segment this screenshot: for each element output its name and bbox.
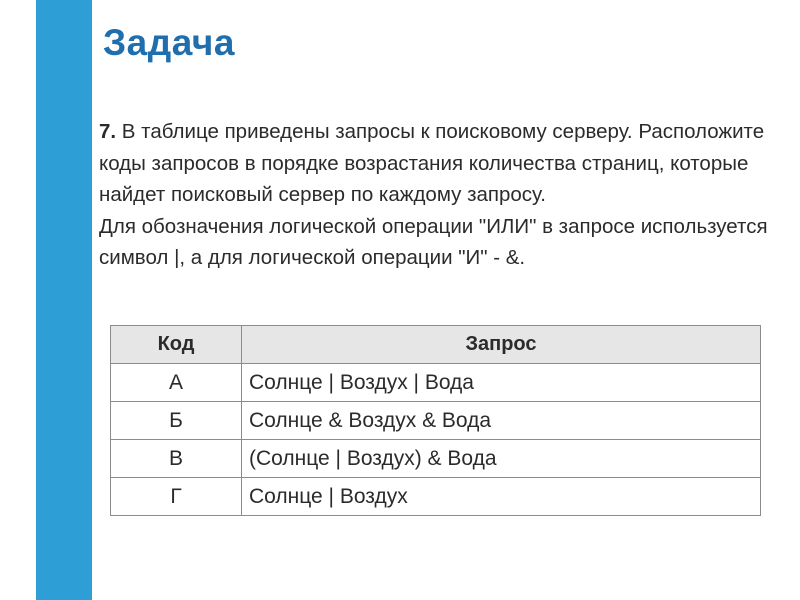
table-row <box>111 364 761 402</box>
row-query: Солнце & Воздух & Вода <box>242 402 761 440</box>
slide-title: Задача <box>103 22 235 63</box>
table-row <box>111 402 761 440</box>
task-first-line: В таблице приведены запросы к поисковому серверу. <box>116 120 633 143</box>
task-number: 7. <box>99 120 117 143</box>
row-query: Солнце | Воздух | Вода <box>242 364 761 402</box>
accent-bar <box>36 0 92 600</box>
query-table <box>110 325 761 516</box>
task-text <box>99 116 789 328</box>
task-rest: Расположите коды запросов в порядке возрастания количества страниц, которые найдет поисковый сервер по каждому запросу. <box>99 120 765 206</box>
task-paragraph <box>99 116 789 211</box>
row-code: Г <box>111 478 242 516</box>
row-code: Б <box>111 402 242 440</box>
row-query: (Солнце | Воздух) & Вода <box>242 440 761 478</box>
row-query: Солнце | Воздух <box>242 478 761 516</box>
task-note: Для обозначения логической операции "ИЛИ" в запросе используется символ |, а для логической операции "И" - &. <box>99 214 768 269</box>
table-row <box>111 440 761 478</box>
row-code: А <box>111 364 242 402</box>
table-header-row <box>111 326 761 364</box>
header-code: Код <box>111 326 242 364</box>
header-query: Запрос <box>242 326 761 364</box>
row-code: В <box>111 440 242 478</box>
table-row <box>111 478 761 516</box>
